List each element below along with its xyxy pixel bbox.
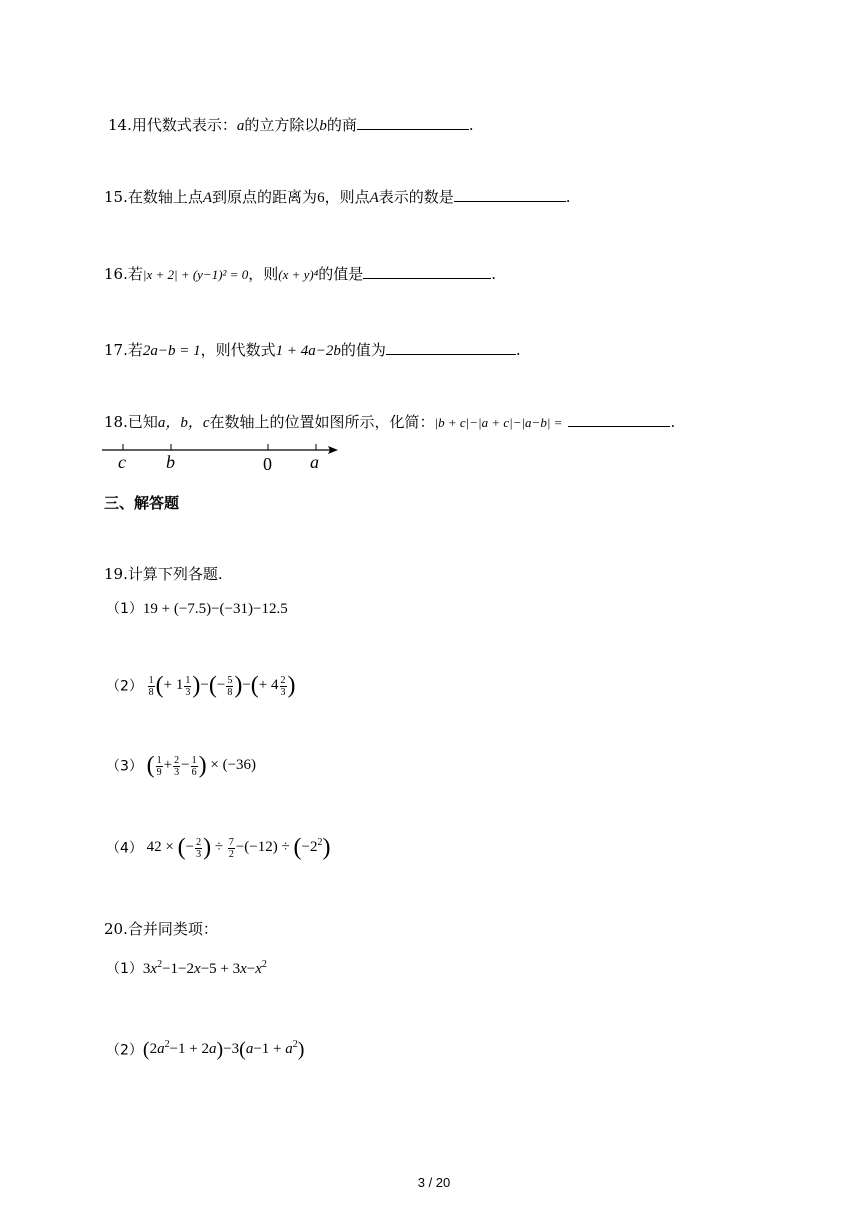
- math-expression: $(2a^2-1 + 2a)-3(a-1 + a^2)$: [142, 1039, 305, 1061]
- q19-item-1: （1）19 + (−7.5)−(−31)−12.5: [106, 601, 288, 617]
- number-line-figure: [100, 438, 345, 474]
- label-b: b: [166, 452, 175, 472]
- math-expression: 1 + 4a−2b: [275, 343, 341, 359]
- answer-blank[interactable]: [363, 262, 491, 279]
- math-expression: 2a−b = 1: [142, 343, 201, 359]
- label-a: a: [310, 452, 319, 472]
- math-expression: 19 + (−7.5)−(−31)−12.5: [142, 601, 288, 617]
- page-number: 3 / 20: [417, 1175, 451, 1190]
- math-expression: (x + y)⁴: [278, 267, 319, 282]
- question-19-title: 19.计算下列各题.: [104, 565, 223, 583]
- math-expression: |b + c|−|a + c|−|a−b| =: [434, 415, 563, 430]
- q19-item-4: （4） 42 × (− $\frac{2}{3}$ ) ÷ $\frac{7}{2}$ $-(-12) \div (-2^2)$: [106, 835, 331, 861]
- q19-item-2: （2） $\frac{1}{8}$ (+ 1 $\frac{1}{3}$ )−(− $\frac{5}{8}$ )−(+ 4 $\frac{2}{3}$ ): [106, 673, 296, 699]
- answer-blank[interactable]: [568, 410, 670, 427]
- q20-item-1: $(1)3x^2-1-2x-5 + 3x-x^2$: [106, 959, 267, 977]
- question-17: 17.若2a−b = 1，则代数式1 + 4a−2b的值为 .: [104, 338, 521, 360]
- question-20-title: 20.合并同类项：: [104, 920, 218, 938]
- math-expression: $\frac{1}{8}$ (+ 1 $\frac{1}{3}$ )−(− $\frac{5}{8}$ )−(+ 4 $\frac{2}{3}$ ): [148, 673, 296, 699]
- math-expression: $3x^2-1-2x-5 + 3x-x^2$: [142, 959, 267, 977]
- answer-blank[interactable]: [386, 338, 516, 355]
- math-expression: ( $\frac{1}{9}$ + $\frac{2}{3}$ − $\frac{1}{6}$ ) × (−36): [146, 753, 257, 779]
- q20-item-2: $(2)(2a^2-1 + 2a)-3(a-1 + a^2)$: [106, 1039, 305, 1061]
- label-c: c: [118, 452, 126, 472]
- math-expression: |x + 2| + (y−1)² = 0: [142, 267, 249, 282]
- section-heading: 三、解答题: [104, 494, 180, 512]
- math-expression: 42 × (− $\frac{2}{3}$ ) ÷ $\frac{7}{2}$ $-(-12) \div (-2^2)$: [142, 835, 331, 861]
- question-16: 16.若|x + 2| + (y−1)² = 0，则(x + y)⁴的值是 .: [104, 262, 496, 284]
- answer-blank[interactable]: [454, 185, 566, 202]
- q19-item-3: （3） ( $\frac{1}{9}$ + $\frac{2}{3}$ − $\frac{1}{6}$ ) × (−36): [106, 753, 257, 779]
- question-15: 15.在数轴上点A到原点的距离为6，则点A表示的数是 .: [104, 185, 571, 207]
- label-0: 0: [263, 454, 272, 474]
- answer-blank[interactable]: [357, 113, 469, 130]
- question-18: 18.已知a，b，c在数轴上的位置如图所示，化简：|b + c|−|a + c|−|a−b| = .: [104, 410, 675, 432]
- question-14: 14.用代数式表示：a的立方除以b的商 .: [108, 113, 474, 135]
